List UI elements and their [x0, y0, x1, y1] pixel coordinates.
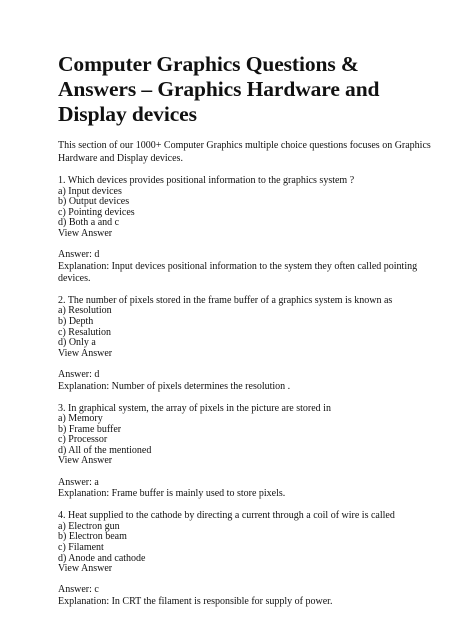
- explanation-text: Explanation: In CRT the filament is responsible for supply of power.: [58, 596, 333, 607]
- answer-option: b) Frame buffer: [58, 423, 122, 435]
- view-answer-link[interactable]: View Answer: [58, 563, 113, 575]
- answer-option: b) Output devices: [58, 196, 130, 208]
- answer-option: d) Both a and c: [58, 217, 120, 229]
- answer-option: c) Resalution: [58, 326, 112, 338]
- question-block: [58, 404, 438, 501]
- answer-option: c) Pointing devices: [58, 206, 135, 218]
- explanation-text: Explanation: Frame buffer is mainly used to store pixels.: [58, 488, 286, 500]
- question-block: [58, 176, 438, 285]
- question-block: [58, 296, 438, 393]
- answer-option: a) Resolution: [58, 305, 112, 317]
- question-block-inner: [58, 404, 438, 468]
- answer-option: c) Filament: [58, 542, 104, 554]
- answer-text: Answer: d: [58, 368, 100, 380]
- question-block-inner: [58, 511, 438, 575]
- answer-option: d) Only a: [58, 337, 96, 349]
- answer-option: b) Depth: [58, 315, 94, 327]
- answer-text: Answer: c: [58, 584, 99, 596]
- answer-text: Answer: d: [58, 249, 100, 261]
- question-text: 1. Which devices provides positional information to the graphics system ?: [58, 175, 355, 186]
- answer-option: d) All of the mentioned: [58, 444, 152, 456]
- answer-text: Answer: a: [58, 476, 99, 488]
- intro-paragraph: This section of our 1000+ Computer Graphics multiple choice questions focuses on Graphics Hardware and Display devices.: [58, 140, 431, 164]
- explanation-text: Explanation: Number of pixels determines the resolution .: [58, 380, 291, 392]
- question-list: [58, 176, 438, 608]
- answer-option: a) Electron gun: [58, 520, 120, 532]
- answer-option: a) Memory: [58, 413, 103, 425]
- answer-option: b) Electron beam: [58, 531, 127, 543]
- question-text: 2. The number of pixels stored in the frame buffer of a graphics system is known as: [58, 294, 393, 306]
- page-title: Computer Graphics Questions & Answers – Graphics Hardware and Display devices: [58, 52, 380, 126]
- answer-option: c) Processor: [58, 434, 108, 446]
- view-answer-link[interactable]: View Answer: [58, 455, 113, 467]
- answer-option: a) Input devices: [58, 185, 122, 197]
- question-text: 3. In graphical system, the array of pixels in the picture are stored in: [58, 402, 331, 414]
- explanation-text: Explanation: Input devices positional information to the system they often called pointing devices.: [58, 260, 418, 284]
- view-answer-link[interactable]: View Answer: [58, 227, 113, 239]
- view-answer-link[interactable]: View Answer: [58, 347, 113, 359]
- answer-option: d) Anode and cathode: [58, 552, 146, 564]
- question-text: 4. Heat supplied to the cathode by directing a current through a coil of wire is called: [58, 510, 395, 522]
- question-block: [58, 511, 438, 608]
- question-block-inner: [58, 176, 438, 240]
- question-block-inner: [58, 296, 438, 360]
